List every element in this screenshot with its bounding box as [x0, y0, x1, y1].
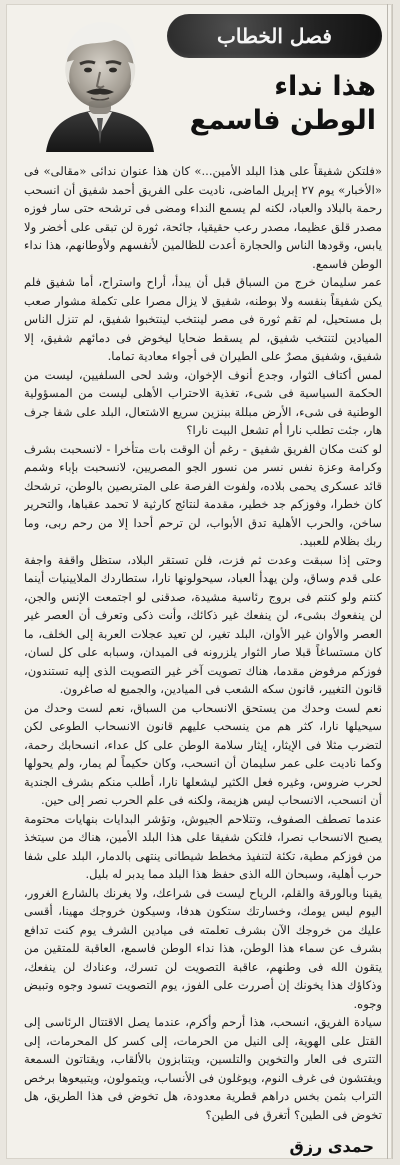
article-body: [24, 162, 382, 1122]
column-header: [6, 4, 392, 169]
article-paragraph: لو كنت مكان الفريق شفيق - رغم أن الوقت بات متأخرا - لانسحبت بشرف وكرامة وعزة نفس نسر من نسور الجو المصريين، لانسحبت بإباء وشمم قائد عسكرى يحمى بلاده، ولفوت الفرصة على المتربصين بالوطن، ترشحك كان خطرا، وفوزكم جد خطير، مقدمة لنتائج كارثية لا تحمد عقباها، والتحرير ساخن، والحرب الأهلية تدق الأبواب، لن ترحم أحدا إلا من رحم ربى، وما ربك بظلام للعبيد.: [24, 441, 382, 548]
article-paragraph: يقينا وبالورقة والقلم، الرياح ليست فى شراعك، ولا يغرنك بالشارع الغرور، اليوم ليس يومك، وخسارتك ستكون هدفا، وسيكون خروجك مهينا، أقسى عليك من خروجك الآن بشرف تعلمته فى ميادين الشرف يوم كنت تدافع بشرف عن سماء هذا الوطن، هذا نداء الوطن فاسمع، العاقبة للمتقين من يتقون الله فى وطنهم، عاقبة التصويت لن تسرك، وعنادك لن ينفعك، وذكاؤك هذا يخونك إن أصررت على الفوز، يوم التصويت تسود وجوه وتبيض وجوه.: [24, 885, 382, 1011]
article-paragraph: سيادة الفريق، انسحب، هذا أرحم وأكرم، عندما يصل الاقتتال الرئاسى إلى القتل على الهوية، إلى النيل من الحرمات، إلى كسر كل المحرمات، إلى التترى فى العار والتخوين والتلسين، ويتنابزون بالألقاب، ويقتاتون السمعة ويفتشون فى غرف النوم، ويوغلون فى الأنساب، ويتمولون، ويتبيعوها برخص التراب بثمن بخس دراهم قطرية معدودة، هل تخوض فى هذا الطريق، هل تخوض فى الطين؟ أتغرق فى الطين؟: [24, 1015, 382, 1122]
article-paragraph: وحتى إذا سبقت وعدت ثم فزت، فلن تستقر البلاد، ستظل واقفة واجفة على قدم وساق، ولن يهدأ العباد، سيحولونها نارا، ستطاردك الملايينيات أينما كنتم ولو كنتم فى بروج رئاسية مشيدة، صدقنى لو اجتمعت الإنس والجن، لن ينفعوك بشىء، لن ينفعك غير ذكائك، وأنت ذكى وتعرف أن العصر غير العصر والأوان غير الأوان، البلد تغير، لن تعيد عجلات العربة إلى الخلف، ما كان مستساغاً قبلا صار الثوار يلزرونه فى الميدان، وسبابه على كل لسان، فوزكم مرفوض مقدما، هناك تصويت آخر غير التصويت الذى إليه تستندون، قانون التغيير، قانون سكه الشعب فى الميادين، والجميع له صاغرون.: [24, 552, 382, 696]
author-byline: حمدى رزق: [289, 1137, 374, 1156]
author-portrait: [40, 12, 160, 152]
column-logo-text: فصل الخطاب: [217, 24, 332, 48]
article-paragraph: نعم لست وحدك من يستحق الانسحاب من السباق، نعم لست وحدك من سيحيلها نارا، كثر هم من ينسحب عليهم قانون الانسحاب الطوعى لكن لتضرب مثلا فى الإيثار، إيثار سلامة الوطن على كل عداء، انسحابك رحمة، وكما ناديت على عمر سليمان أن انسحب، وكان حكيماً لم يمار، ولم يحولها لحرب ضروس، وغيره فعل الكثير ليشعلها نارا، أطلب منكم بشرف الجندية أن انسحب، الانسحاب ليس هزيمة، ولكنه فى علم الحرب نصر إلى حين.: [24, 700, 382, 807]
article-headline: [176, 70, 376, 138]
article-paragraph: «فلتكن شفيقاً على هذا البلد الأمين...» كان هذا عنوان ندائى «مقالى» فى «الأخبار» يوم ٢٧ إبريل الماضى، ناديت على الفريق أحمد شفيق أن انسحب رحمة بالبلاد والعباد، لكنه لم يسمع النداء ومضى فى ترشحه حتى سار فوزه مصدر قلق عظيما، مصدر رعب حقيقيا، جائحة، ثورة لن تبقى على أخضر ولا يابس، وقودها الناس والحجارة أعدت للظالمين لأنفسهم ولأوطانهم، هذا نداء الوطن فاسمع.: [24, 164, 382, 271]
headline-line-1: هذا نداء: [274, 71, 376, 102]
newspaper-page: [6, 4, 393, 1159]
column-logo: [167, 14, 382, 58]
article-paragraph: عندما تصطف الصفوف، وتتلاحم الجيوش، وتؤشر البدايات بنهايات محتومة يصبح الانسحاب نصرا، فلتكن شفيقا على هذا البلد الأمين، هناك من سيتخذ من فوزكم مطية، تكئة لتنفيذ مخطط شيطانى ينتهى بالدمار، البلد على شفا حرب أهلية، وسبحان الله الذى حفظ هذا البلد مما يدبر له بليل.: [24, 811, 382, 881]
article-paragraph: عمر سليمان خرج من السباق قبل أن يبدأ، أراح واستراح، أما شفيق فلم يكن شفيقاً بنفسه ولا بوطنه، شفيق لا يزال مصرا على تكملة مشوار صعب بل مستحيل، لم تقم ثورة فى مصر لينتخب لينتخبوا شفيق، لم تنزل الناس الميادين لتنتخب شفيق، لم يسقط ضحايا ليخوض فى دمائهم شفيق، إلا شفيق، وشفيق مصرٌ على الطيران فى أجواء معادية تماما.: [24, 275, 382, 363]
article-paragraph: لمس أكتاف الثوار، وجدع أنوف الإخوان، وشد لحى السلفيين، ليست من الحكمة السياسية فى شىء، تغذية الاحتراب الأهلى ليست من المسؤولية الوطنية فى شىء، الأرض مبللة ببنزين سريع الاشتعال، البلد على شفا جرف هار، جئت تطلب نارا أم تشعل البيت نارا؟: [24, 367, 382, 437]
column-rule: [387, 4, 388, 1159]
headline-line-2: الوطن فاسمع: [189, 105, 376, 136]
